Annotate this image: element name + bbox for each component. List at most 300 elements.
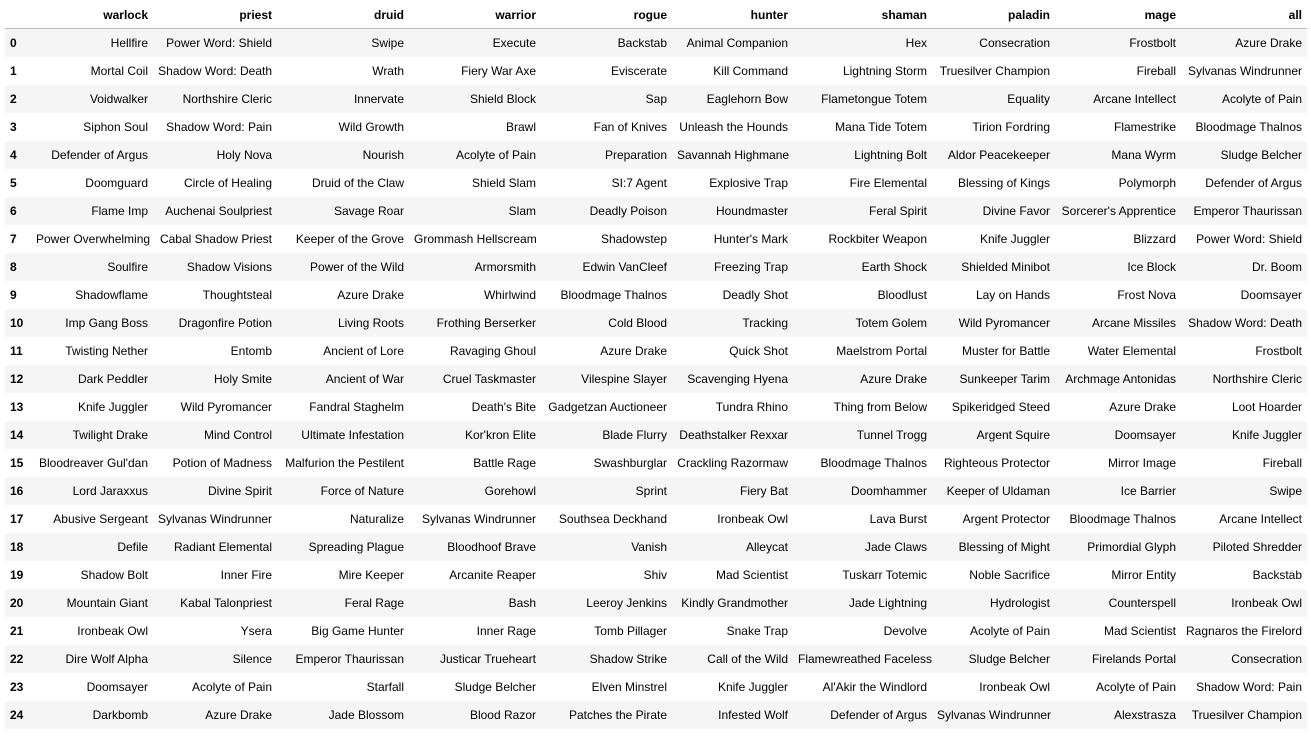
table-cell-paladin: Blessing of Might xyxy=(958,540,1050,554)
table-cell-shaman: Devolve xyxy=(883,624,927,638)
table-cell-priest: Cabal Shadow Priest xyxy=(159,232,272,246)
table-cell-hunter: Kindly Grandmother xyxy=(681,596,788,610)
table-cell-paladin: Aldor Peacekeeper xyxy=(947,148,1050,162)
table-cell-all: Azure Drake xyxy=(1235,36,1302,50)
row-index: 12 xyxy=(10,372,24,386)
table-row xyxy=(5,449,1307,477)
table-cell-warrior: Slam xyxy=(508,204,536,218)
table-cell-paladin: Shielded Minibot xyxy=(961,260,1050,274)
table-cell-shaman: Feral Spirit xyxy=(868,204,927,218)
row-index: 19 xyxy=(10,568,24,582)
table-cell-warlock: Defender of Argus xyxy=(51,148,148,162)
table-cell-all: Shadow Word: Pain xyxy=(1196,680,1302,694)
table-row xyxy=(5,421,1307,449)
table-cell-hunter: Savannah Highmane xyxy=(677,148,790,162)
row-index: 2 xyxy=(10,92,17,106)
table-cell-priest: Wild Pyromancer xyxy=(180,400,272,414)
table-cell-druid: Spreading Plague xyxy=(308,540,404,554)
table-cell-rogue: Sprint xyxy=(635,484,667,498)
table-cell-shaman: Tuskarr Totemic xyxy=(842,568,927,582)
column-header-paladin: paladin xyxy=(932,2,1055,29)
row-index: 4 xyxy=(10,148,17,162)
table-cell-warlock: Mortal Coil xyxy=(90,64,148,78)
table-cell-rogue: Cold Blood xyxy=(608,316,667,330)
table-cell-shaman: Hex xyxy=(905,36,927,50)
table-cell-warrior: Ravaging Ghoul xyxy=(449,344,536,358)
table-cell-paladin: Equality xyxy=(1007,92,1050,106)
table-row xyxy=(5,141,1307,169)
table-cell-rogue: Patches the Pirate xyxy=(568,708,667,722)
table-cell-warlock: Siphon Soul xyxy=(83,120,148,134)
table-row xyxy=(5,281,1307,309)
table-cell-warrior: Shield Slam xyxy=(471,176,536,190)
table-cell-shaman: Tunnel Trogg xyxy=(856,428,927,442)
row-index: 17 xyxy=(10,512,24,526)
row-index: 5 xyxy=(10,176,17,190)
table-cell-shaman: Thing from Below xyxy=(833,400,927,414)
table-cell-paladin: Knife Juggler xyxy=(979,232,1050,246)
table-cell-druid: Savage Roar xyxy=(333,204,404,218)
table-cell-shaman: Bloodlust xyxy=(877,288,927,302)
table-cell-shaman: Earth Shock xyxy=(861,260,927,274)
table-cell-shaman: Fire Elemental xyxy=(849,176,927,190)
table-cell-shaman: Mana Tide Totem xyxy=(835,120,927,134)
table-cell-druid: Keeper of the Grove xyxy=(295,232,404,246)
table-cell-shaman: Jade Claws xyxy=(864,540,927,554)
table-cell-mage: Polymorph xyxy=(1118,176,1176,190)
column-header-warlock: warlock xyxy=(31,2,153,29)
table-cell-rogue: SI:7 Agent xyxy=(611,176,667,190)
table-cell-priest: Northshire Cleric xyxy=(182,92,272,106)
table-cell-rogue: Backstab xyxy=(617,36,667,50)
table-cell-hunter: Hunter's Mark xyxy=(713,232,788,246)
table-cell-warlock: Knife Juggler xyxy=(77,400,148,414)
table-cell-paladin: Wild Pyromancer xyxy=(958,316,1050,330)
table-cell-priest: Mind Control xyxy=(203,428,272,442)
table-cell-rogue: Edwin VanCleef xyxy=(582,260,667,274)
table-cell-druid: Ancient of War xyxy=(325,372,404,386)
row-index: 11 xyxy=(10,344,23,358)
table-cell-druid: Druid of the Claw xyxy=(311,176,404,190)
table-row xyxy=(5,197,1307,225)
table-cell-hunter: Snake Trap xyxy=(726,624,788,638)
table-cell-warrior: Fiery War Axe xyxy=(461,64,536,78)
table-cell-warrior: Gorehowl xyxy=(484,484,536,498)
table-cell-priest: Circle of Healing xyxy=(183,176,272,190)
table-cell-rogue: Deadly Poison xyxy=(589,204,667,218)
row-index: 14 xyxy=(10,428,24,442)
table-cell-hunter: Tracking xyxy=(742,316,788,330)
table-cell-warlock: Dire Wolf Alpha xyxy=(65,652,148,666)
table-cell-all: Knife Juggler xyxy=(1231,428,1302,442)
table-cell-warlock: Hellfire xyxy=(110,36,148,50)
table-row xyxy=(5,589,1307,617)
table-cell-druid: Mire Keeper xyxy=(338,568,404,582)
table-cell-priest: Inner Fire xyxy=(220,568,272,582)
table-cell-priest: Power Word: Shield xyxy=(166,36,272,50)
table-cell-warrior: Arcanite Reaper xyxy=(449,568,536,582)
table-cell-priest: Thoughtsteal xyxy=(202,288,272,302)
table-cell-priest: Shadow Word: Pain xyxy=(166,120,272,134)
table-cell-warrior: Frothing Berserker xyxy=(436,316,536,330)
table-cell-warrior: Grommash Hellscream xyxy=(414,232,537,246)
table-cell-paladin: Consecration xyxy=(979,36,1050,50)
table-cell-shaman: Lightning Bolt xyxy=(854,148,927,162)
table-row xyxy=(5,253,1307,281)
table-cell-druid: Innervate xyxy=(353,92,404,106)
table-cell-hunter: Explosive Trap xyxy=(709,176,788,190)
table-cell-paladin: Lay on Hands xyxy=(975,288,1050,302)
table-cell-hunter: Crackling Razormaw xyxy=(677,456,788,470)
table-cell-hunter: Kill Command xyxy=(713,64,788,78)
table-cell-druid: Power of the Wild xyxy=(309,260,404,274)
table-cell-all: Truesilver Champion xyxy=(1191,708,1302,722)
table-cell-rogue: Vanish xyxy=(631,540,667,554)
table-cell-mage: Ice Barrier xyxy=(1120,484,1176,498)
table-cell-rogue: Shiv xyxy=(643,568,667,582)
table-cell-warlock: Lord Jaraxxus xyxy=(72,484,148,498)
table-cell-paladin: Argent Squire xyxy=(976,428,1050,442)
table-row xyxy=(5,561,1307,589)
table-cell-shaman: Azure Drake xyxy=(860,372,927,386)
row-index: 18 xyxy=(10,540,24,554)
table-cell-shaman: Al'Akir the Windlord xyxy=(822,680,927,694)
table-cell-warrior: Cruel Taskmaster xyxy=(442,372,536,386)
table-cell-mage: Firelands Portal xyxy=(1091,652,1176,666)
table-cell-mage: Frost Nova xyxy=(1117,288,1176,302)
table-row xyxy=(5,85,1307,113)
table-row xyxy=(5,169,1307,197)
table-cell-all: Piloted Shredder xyxy=(1212,540,1302,554)
row-index: 10 xyxy=(10,316,24,330)
table-cell-warlock: Dark Peddler xyxy=(77,372,148,386)
table-cell-mage: Bloodmage Thalnos xyxy=(1069,512,1176,526)
table-cell-all: Defender of Argus xyxy=(1205,176,1302,190)
table-cell-druid: Fandral Staghelm xyxy=(309,400,404,414)
table-cell-warlock: Doomsayer xyxy=(86,680,148,694)
table-cell-druid: Starfall xyxy=(366,680,404,694)
table-cell-warlock: Ironbeak Owl xyxy=(77,624,148,638)
table-cell-warrior: Brawl xyxy=(505,120,536,134)
table-cell-shaman: Bloodmage Thalnos xyxy=(820,456,927,470)
table-cell-shaman: Lightning Storm xyxy=(842,64,927,78)
table-cell-priest: Potion of Madness xyxy=(172,456,272,470)
table-cell-hunter: Infested Wolf xyxy=(718,708,788,722)
table-cell-shaman: Maelstrom Portal xyxy=(836,344,927,358)
table-cell-shaman: Doomhammer xyxy=(850,484,927,498)
table-cell-shaman: Lava Burst xyxy=(869,512,927,526)
table-cell-all: Backstab xyxy=(1252,568,1302,582)
table-cell-druid: Jade Blossom xyxy=(328,708,404,722)
table-cell-all: Sludge Belcher xyxy=(1220,148,1302,162)
table-cell-warlock: Defile xyxy=(117,540,148,554)
table-cell-hunter: Ironbeak Owl xyxy=(717,512,788,526)
row-index: 24 xyxy=(10,708,24,722)
dataframe-table xyxy=(5,2,1307,729)
header-row xyxy=(5,2,1307,29)
table-row xyxy=(5,113,1307,141)
table-cell-mage: Acolyte of Pain xyxy=(1095,680,1176,694)
table-cell-priest: Radiant Elemental xyxy=(173,540,272,554)
table-cell-all: Shadow Word: Death xyxy=(1188,316,1302,330)
table-cell-rogue: Vilespine Slayer xyxy=(581,372,667,386)
table-cell-paladin: Sylvanas Windrunner xyxy=(937,708,1052,722)
table-cell-paladin: Keeper of Uldaman xyxy=(946,484,1050,498)
column-header-rogue: rogue xyxy=(541,2,672,29)
table-cell-paladin: Spikeridged Steed xyxy=(951,400,1050,414)
table-cell-warlock: Doomguard xyxy=(85,176,148,190)
table-row xyxy=(5,57,1307,85)
table-cell-mage: Fireball xyxy=(1136,64,1176,78)
table-cell-warrior: Justicar Trueheart xyxy=(439,652,536,666)
table-cell-hunter: Quick Shot xyxy=(729,344,788,358)
table-cell-mage: Flamestrike xyxy=(1113,120,1176,134)
table-cell-all: Swipe xyxy=(1269,484,1302,498)
table-cell-warrior: Execute xyxy=(492,36,536,50)
table-cell-druid: Azure Drake xyxy=(337,288,404,302)
table-cell-hunter: Unleash the Hounds xyxy=(679,120,788,134)
table-cell-mage: Counterspell xyxy=(1108,596,1176,610)
table-cell-paladin: Blessing of Kings xyxy=(957,176,1050,190)
table-cell-mage: Water Elemental xyxy=(1087,344,1176,358)
table-cell-druid: Nourish xyxy=(362,148,404,162)
row-index: 7 xyxy=(10,232,17,246)
table-cell-rogue: Leeroy Jenkins xyxy=(586,596,667,610)
table-cell-shaman: Defender of Argus xyxy=(830,708,927,722)
table-cell-all: Sylvanas Windrunner xyxy=(1187,64,1302,78)
table-cell-warrior: Kor'kron Elite xyxy=(465,428,536,442)
table-cell-warlock: Flame Imp xyxy=(91,204,148,218)
table-cell-warrior: Shield Block xyxy=(469,92,536,106)
table-cell-warrior: Sylvanas Windrunner xyxy=(421,512,536,526)
table-cell-warrior: Bloodhoof Brave xyxy=(447,540,536,554)
table-cell-warlock: Imp Gang Boss xyxy=(65,316,148,330)
table-cell-hunter: Animal Companion xyxy=(686,36,788,50)
table-cell-warlock: Twilight Drake xyxy=(72,428,148,442)
table-cell-mage: Primordial Glyph xyxy=(1087,540,1176,554)
table-cell-shaman: Totem Golem xyxy=(855,316,927,330)
table-cell-rogue: Preparation xyxy=(604,148,667,162)
table-cell-warlock: Darkbomb xyxy=(92,708,148,722)
table-cell-priest: Kabal Talonpriest xyxy=(180,596,272,610)
table-cell-rogue: Sap xyxy=(645,92,667,106)
table-cell-druid: Living Roots xyxy=(337,316,404,330)
row-index: 13 xyxy=(10,400,24,414)
table-cell-all: Consecration xyxy=(1231,652,1302,666)
table-cell-mage: Mirror Image xyxy=(1107,456,1176,470)
table-cell-rogue: Azure Drake xyxy=(600,344,667,358)
table-row xyxy=(5,29,1307,58)
table-cell-all: Ironbeak Owl xyxy=(1231,596,1302,610)
table-cell-paladin: Acolyte of Pain xyxy=(969,624,1050,638)
table-cell-paladin: Sludge Belcher xyxy=(968,652,1050,666)
table-cell-rogue: Elven Minstrel xyxy=(591,680,667,694)
dataframe-output xyxy=(5,2,1311,729)
table-cell-all: Acolyte of Pain xyxy=(1221,92,1302,106)
row-index: 15 xyxy=(10,456,24,470)
row-index: 3 xyxy=(10,120,17,134)
index-header xyxy=(5,2,31,29)
table-cell-shaman: Rockbiter Weapon xyxy=(828,232,927,246)
table-cell-shaman: Jade Lightning xyxy=(848,596,927,610)
table-cell-warrior: Whirlwind xyxy=(483,288,536,302)
table-cell-warrior: Armorsmith xyxy=(474,260,536,274)
table-cell-hunter: Mad Scientist xyxy=(715,568,788,582)
table-cell-mage: Frostbolt xyxy=(1129,36,1176,50)
table-cell-paladin: Truesilver Champion xyxy=(939,64,1050,78)
table-cell-hunter: Fiery Bat xyxy=(739,484,788,498)
row-index: 9 xyxy=(10,288,17,302)
table-cell-warrior: Battle Rage xyxy=(473,456,536,470)
table-cell-priest: Ysera xyxy=(240,624,272,638)
table-row xyxy=(5,309,1307,337)
table-cell-druid: Wrath xyxy=(372,64,404,78)
table-cell-priest: Shadow Word: Death xyxy=(158,64,272,78)
table-cell-priest: Auchenai Soulpriest xyxy=(165,204,272,218)
table-cell-all: Frostbolt xyxy=(1255,344,1302,358)
table-cell-druid: Ancient of Lore xyxy=(323,344,404,358)
table-row xyxy=(5,337,1307,365)
table-cell-paladin: Noble Sacrifice xyxy=(969,568,1050,582)
table-cell-druid: Wild Growth xyxy=(338,120,404,134)
table-cell-hunter: Scavenging Hyena xyxy=(687,372,788,386)
table-cell-rogue: Southsea Deckhand xyxy=(558,512,667,526)
table-cell-druid: Swipe xyxy=(371,36,404,50)
table-cell-rogue: Blade Flurry xyxy=(602,428,667,442)
table-cell-shaman: Flametongue Totem xyxy=(821,92,927,106)
column-header-shaman: shaman xyxy=(793,2,932,29)
table-row xyxy=(5,617,1307,645)
table-cell-warrior: Blood Razor xyxy=(469,708,536,722)
column-header-priest: priest xyxy=(153,2,277,29)
table-cell-warlock: Bloodreaver Gul'dan xyxy=(38,456,148,470)
table-body xyxy=(5,29,1307,730)
table-cell-mage: Arcane Intellect xyxy=(1093,92,1176,106)
table-cell-warlock: Soulfire xyxy=(107,260,148,274)
table-cell-hunter: Alleycat xyxy=(745,540,788,554)
table-cell-rogue: Tomb Pillager xyxy=(594,624,667,638)
row-index: 8 xyxy=(10,260,17,274)
table-cell-mage: Mana Wyrm xyxy=(1111,148,1176,162)
table-cell-paladin: Hydrologist xyxy=(989,596,1050,610)
table-cell-hunter: Deathstalker Rexxar xyxy=(679,428,788,442)
table-cell-all: Doomsayer xyxy=(1240,288,1302,302)
row-index: 20 xyxy=(10,596,24,610)
table-cell-paladin: Sunkeeper Tarim xyxy=(959,372,1050,386)
table-cell-paladin: Tirion Fordring xyxy=(972,120,1050,134)
column-header-druid: druid xyxy=(277,2,409,29)
table-cell-all: Power Word: Shield xyxy=(1196,232,1302,246)
table-cell-warlock: Shadowflame xyxy=(75,288,148,302)
table-row xyxy=(5,505,1307,533)
table-cell-druid: Malfurion the Pestilent xyxy=(285,456,404,470)
table-cell-priest: Holy Nova xyxy=(216,148,272,162)
table-cell-hunter: Freezing Trap xyxy=(713,260,788,274)
table-cell-mage: Arcane Missiles xyxy=(1091,316,1176,330)
table-row xyxy=(5,477,1307,505)
table-row xyxy=(5,393,1307,421)
table-cell-warrior: Bash xyxy=(508,596,536,610)
table-row xyxy=(5,645,1307,673)
table-cell-all: Emperor Thaurissan xyxy=(1193,204,1302,218)
table-row xyxy=(5,701,1307,729)
column-header-all: all xyxy=(1181,2,1307,29)
table-cell-priest: Silence xyxy=(232,652,272,666)
table-cell-warlock: Abusive Sergeant xyxy=(53,512,148,526)
table-cell-paladin: Righteous Protector xyxy=(943,456,1050,470)
table-cell-priest: Entomb xyxy=(230,344,272,358)
table-cell-mage: Archmage Antonidas xyxy=(1065,372,1176,386)
table-cell-druid: Naturalize xyxy=(349,512,404,526)
table-cell-rogue: Swashburglar xyxy=(593,456,667,470)
table-row xyxy=(5,225,1307,253)
table-row xyxy=(5,365,1307,393)
row-index: 6 xyxy=(10,204,17,218)
table-row xyxy=(5,533,1307,561)
row-index: 1 xyxy=(10,64,17,78)
table-cell-mage: Mirror Entity xyxy=(1111,568,1176,582)
table-cell-warrior: Sludge Belcher xyxy=(454,680,536,694)
table-cell-mage: Ice Block xyxy=(1127,260,1176,274)
table-cell-mage: Sorcerer's Apprentice xyxy=(1061,204,1176,218)
table-cell-mage: Azure Drake xyxy=(1109,400,1176,414)
table-cell-all: Northshire Cleric xyxy=(1212,372,1302,386)
table-cell-warrior: Inner Rage xyxy=(476,624,536,638)
table-cell-rogue: Gadgetzan Auctioneer xyxy=(548,400,667,414)
table-cell-mage: Blizzard xyxy=(1133,232,1176,246)
table-cell-hunter: Knife Juggler xyxy=(717,680,788,694)
table-cell-all: Ragnaros the Firelord xyxy=(1186,624,1303,638)
table-cell-warlock: Power Overwhelming xyxy=(36,232,151,246)
table-row xyxy=(5,673,1307,701)
table-cell-rogue: Shadow Strike xyxy=(589,652,667,666)
table-cell-hunter: Houndmaster xyxy=(715,204,788,218)
table-cell-rogue: Shadowstep xyxy=(600,232,667,246)
table-cell-druid: Big Game Hunter xyxy=(311,624,404,638)
table-cell-warlock: Mountain Giant xyxy=(66,596,148,610)
row-index: 16 xyxy=(10,484,24,498)
table-cell-all: Fireball xyxy=(1262,456,1302,470)
table-cell-shaman: Flamewreathed Faceless xyxy=(798,652,933,666)
column-header-warrior: warrior xyxy=(409,2,541,29)
table-cell-priest: Azure Drake xyxy=(205,708,272,722)
table-cell-all: Dr. Boom xyxy=(1251,260,1302,274)
table-cell-mage: Alexstrasza xyxy=(1113,708,1176,722)
table-cell-priest: Holy Smite xyxy=(213,372,272,386)
table-cell-rogue: Bloodmage Thalnos xyxy=(560,288,667,302)
table-cell-warrior: Acolyte of Pain xyxy=(455,148,536,162)
table-cell-priest: Dragonfire Potion xyxy=(178,316,272,330)
column-header-mage: mage xyxy=(1055,2,1181,29)
table-cell-paladin: Argent Protector xyxy=(962,512,1050,526)
table-cell-paladin: Muster for Battle xyxy=(961,344,1050,358)
table-cell-paladin: Divine Favor xyxy=(982,204,1050,218)
table-cell-priest: Sylvanas Windrunner xyxy=(158,512,273,526)
table-cell-druid: Feral Rage xyxy=(344,596,404,610)
row-index: 21 xyxy=(10,624,24,638)
table-cell-priest: Acolyte of Pain xyxy=(191,680,272,694)
table-cell-all: Bloodmage Thalnos xyxy=(1195,120,1302,134)
table-cell-warlock: Shadow Bolt xyxy=(80,568,148,582)
table-cell-druid: Ultimate Infestation xyxy=(301,428,404,442)
table-cell-priest: Divine Spirit xyxy=(207,484,272,498)
table-cell-warrior: Death's Bite xyxy=(471,400,536,414)
column-header-hunter: hunter xyxy=(672,2,793,29)
table-cell-warlock: Voidwalker xyxy=(89,92,148,106)
table-cell-hunter: Tundra Rhino xyxy=(715,400,788,414)
table-cell-rogue: Fan of Knives xyxy=(593,120,667,134)
table-cell-priest: Shadow Visions xyxy=(186,260,272,274)
